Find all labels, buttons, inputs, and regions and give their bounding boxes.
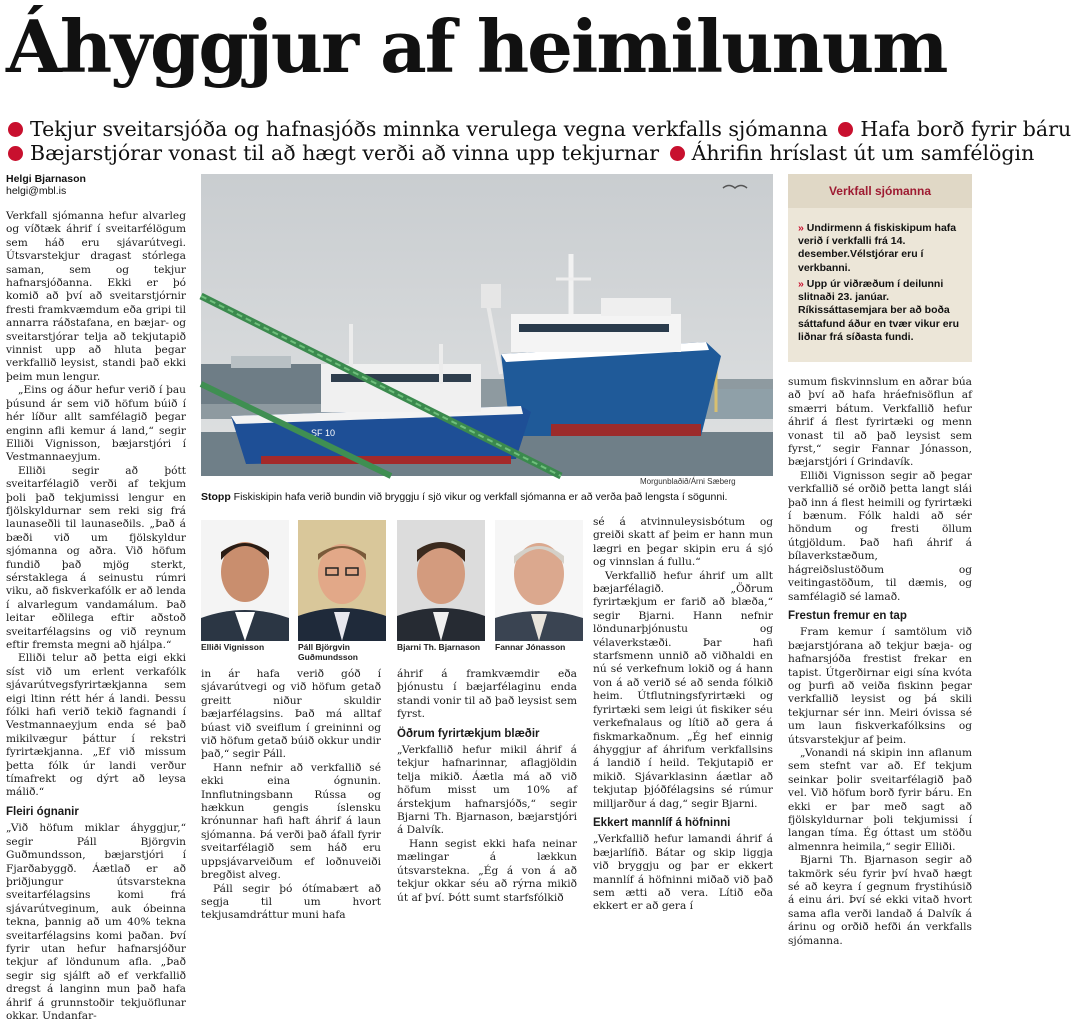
paragraph: sumum fiskvinnslum en aðrar búa að því að hafa hráefnisöflun af smærri bátum. Verkfallið hefur áhrif á flest fyrirtæki og menn vonast til að það leysist sem fyrst,“ segir Fannar Jónasson, bæjarstjóri í Grindavík. <box>788 376 972 469</box>
portrait-photo <box>495 520 583 641</box>
harbor-photo <box>201 174 773 476</box>
author-email[interactable]: helgi@mbl.is <box>6 185 67 197</box>
portrait-caption-1: Elliði Vignisson <box>201 642 265 652</box>
paragraph: Verkfallið hefur áhrif um allt bæjarfélagið. „Öðrum fyrirtækjum er farið að blæða,“ segir Bjarni. Hann nefnir löndunarþjónustu og vélaverkstæði. Þar hafi starfsmenn unnið að viðhaldi en nú sé verkefnum lokið og á hann von á að verið sé að senda fólkið heim. Útflutningsfyrirtæki og fyrirtæki sem leigi út fiskiker séu verkefnalaus og lítið að gera á fiskmarkaðnum. „Ég hef einnig áhyggjur af áhrifum verkfallsins á landið í heild. Tekjutapið er mikið. Sjávarklasinn áætlar að tekjutap þjóðfélagsins sé rúmur milljarður á dag,“ segir Bjarni. <box>593 569 773 810</box>
fact-text-2: Upp úr viðræðum í deilunni slitnaði 23. janúar. Ríkissáttasemjara ber að boða sáttafund áður en tvær vikur eru liðnar frá síðasta fundi. <box>798 278 960 343</box>
photo-caption <box>201 491 773 504</box>
paragraph: „Verkfallið hefur lamandi áhrif á bæjarlífið. Bátar og skip liggja við bryggju og þar er ekkert mannlíf á höfninni miðað við það sem ætti að vera. Lítið eða ekkert er að gera í <box>593 833 773 913</box>
paragraph: in ár hafa verið góð í sjávarútvegi og við höfum getað greitt niður skuldir bæjarfélagsins. Það má alltaf búast við sveiflum í greininni og við höfum getað búið okkur undir það,“ segir Páll. <box>201 668 381 761</box>
harbor-photo-illustration <box>201 174 773 476</box>
paragraph: Verkfall sjómanna hefur alvarleg og víðtæk áhrif í sveitarfélögum sem háð eru sjávarútvegi. Útsvarstekjur dragast stórlega saman, sem og tekjur hafnarsjóðanna. Ekki er þó komið að því að sveitarstjórnir fresti framkvæmdum eða gripi til annarra ráðstafana, en bæjar- og sveitarstjórar telja að tekjutapið vinnist upp að hluta þegar verkfallið leysist, standi það ekki þeim mun lengur. <box>6 210 186 383</box>
portrait-photo <box>298 520 386 641</box>
article-column-1 <box>6 210 186 1022</box>
double-chevron-icon: » <box>798 278 804 290</box>
paragraph: Hann segist ekki hafa neinar mælingar á lækkun útsvarstekna. „Ég á von á að tekjur okkar séu að rýrna mikið út af því. Þótt sumt starfsfólkið <box>397 837 577 904</box>
section-heading: Fleiri ógnanir <box>6 805 79 818</box>
bullet-dot-icon <box>8 122 23 137</box>
paragraph: sé á atvinnuleysisbótum og greiði skatt af þeim er hann mun lægri en þegar skipin eru á sjó og vinnslan á fullu.“ <box>593 516 773 569</box>
article-column-2 <box>201 668 381 922</box>
paragraph: „Verkfallið hefur mikil áhrif á tekjur hafnarinnar, aflagjöldin telja mikið. Áætla má að við höfum misst um 10% af árstekjum hafnarsjóðs,“ segir Bjarni Th. Bjarnason, bæjarstjóri á Dalvík. <box>397 744 577 837</box>
headline: Áhyggjur af heimilunum <box>6 4 947 89</box>
paragraph: „Eins og áður hefur verið í þau þúsund ár sem við höfum búið í hér líður allt samfélagið þegar enginn afli kemur á land,“ segir Elliði Vignisson, bæjarstjóri í Vestmannaeyjum. <box>6 384 186 464</box>
fact-box <box>788 174 972 362</box>
bullet-dot-icon <box>670 146 685 161</box>
portrait-photo <box>201 520 289 641</box>
caption-lead: Stopp <box>201 491 231 503</box>
paragraph: Fram kemur í samtölum við bæjarstjórana að tekjur bæja- og hafnarsjóða frestist frekar en tapist. Útgerðirnar eigi sína kvóta og þurfi að veiða fiskinn þegar verkfallið leysist og þá skili tekjurnar sér inn. Meiri óvissa sé um laun fiskverkafólksins og útsvarstekjur af þeim. <box>788 626 972 746</box>
fact-item-1 <box>798 222 966 275</box>
photo-credit: Morgunblaðið/Árni Sæberg <box>640 477 736 486</box>
portrait-4 <box>495 520 583 641</box>
paragraph: Elliði segir að þótt sveitarfélagið verði af tekjum þoli það tekjumissi lengur en fjölskyldurnar sem reki sig frá launaseðli til launaseðils. „Það á bæði við um fjölskyldur sjómanna og aðra. Við höfum fundið það mjög sterkt, sérstaklega á seinustu rúmri viku, að fiskverkafólk er að lenda í alvarlegum vandamálum. Það leitar eðlilega eftir aðstoð sveitarfélagsins og við reynum eftir fremsta megni að hjálpa.“ <box>6 464 186 651</box>
section-heading: Ekkert mannlíf á höfninni <box>593 816 731 829</box>
paragraph: „Vonandi ná skipin inn aflanum sem stefnt var að. Ef tekjum seinkar þolir sveitarfélagið það vel. Við höfum borð fyrir báru. En ekki er þar með sagt að fjölskyldurnar þoli tekjumissi í langan tíma. Ég óttast um stöðu almennra heimila,“ segir Elliði. <box>788 746 972 853</box>
paragraph: Páll segir þó ótímabært að segja til um hvort tekjusamdráttur muni hafa <box>201 882 381 922</box>
fact-box-title: Verkfall sjómanna <box>788 174 972 208</box>
portrait-2 <box>298 520 386 641</box>
portrait-caption-3: Bjarni Th. Bjarnason <box>397 642 481 652</box>
byline <box>6 173 86 197</box>
portrait-photo <box>397 520 485 641</box>
subheadline-2b: Áhrifin hríslast út um samfélögin <box>691 141 1035 165</box>
bullet-dot-icon <box>8 146 23 161</box>
portrait-caption-2: Páll Björgvin Guðmundsson <box>298 642 358 662</box>
hull-number: SF 10 <box>311 428 336 438</box>
fact-text-1: Undirmenn á fiskiskipum hafa verið í verkfalli frá 14. desember.Vélstjórar eru í verkbanni. <box>798 222 957 274</box>
paragraph: áhrif á framkvæmdir eða þjónustu í bæjarfélaginu enda standi vonir til að það leysist sem fyrst. <box>397 668 577 721</box>
subheadline-row-1 <box>8 116 1071 142</box>
article-column-3 <box>397 668 577 904</box>
section-heading: Öðrum fyrirtækjum blæðir <box>397 727 540 740</box>
paragraph: Elliði Vignisson segir að þegar verkfallið sé orðið þetta langt slái það inn á flest heimili og fyrirtæki í bænum. Fólk haldi að sér höndum og fresti öllum útgjöldum. Það hafi áhrif á bílaverkstæðum, hágreiðslustöðum og veitingastöðum, til dæmis, og samfélagið sé lamað. <box>788 469 972 603</box>
paragraph: Hann nefnir að verkfallið sé ekki eina ógnunin. Innflutningsbann Rússa og hækkun gengis íslensku krónunnar hafi haft áhrif á laun sjómanna. Þá verði það áfall fyrir sveitarfélagið sem háð eru uppsjávarveiðum ef loðnuveiði bregðist alveg. <box>201 761 381 882</box>
double-chevron-icon: » <box>798 222 804 234</box>
paragraph: „Við höfum miklar áhyggjur,“ segir Páll Björgvin Guðmundsson, bæjarstjóri í Fjarðabyggð. Áætlað er að þriðjungur útsvarstekna sveitarfélagsins komi frá sjávarútveginum, auk óbeinna tekna, þannig að um 40% tekna sveitarfélagsins komi þaðan. Því fyrir utan hefur hafnarsjóður tekjur af löndunum afla. „Það segir sig sjálft að ef verkfallið dregst á langinn mun það hafa áhrif á grunnstoðir tekjuöflunar okkar. Undanfar- <box>6 822 186 1022</box>
section-heading: Frestun fremur en tap <box>788 609 907 622</box>
subheadline-1a: Tekjur sveitarsjóða og hafnasjóðs minnka verulega vegna verkfalls sjómanna <box>30 117 828 141</box>
author-name: Helgi Bjarnason <box>6 173 86 185</box>
portrait-1 <box>201 520 289 641</box>
subheadline-1b: Hafa borð fyrir báru <box>860 117 1071 141</box>
fact-item-2 <box>798 278 966 344</box>
paragraph: Elliði telur að þetta eigi ekki síst við um erlent verkafólk sjávarútvegsfyrirtækjanna sem eigi ltinn rétt hér á landi. Þessu fólki hafi verið tekið fagnandi í Vestmannaeyjum enda sé það mikilvægur þáttur í rekstri fyrirtækjanna. „Ef við missum þetta fólk úr landi verður tímafrekt og dýrt að leysa málið.“ <box>6 652 186 799</box>
subheadline-row-2 <box>8 140 1034 166</box>
article-column-5 <box>788 376 972 947</box>
subheadline-2a: Bæjarstjórar vonast til að hægt verði að vinna upp tekjurnar <box>30 141 660 165</box>
bullet-dot-icon <box>838 122 853 137</box>
portrait-caption-4: Fannar Jónasson <box>495 642 566 652</box>
article-column-4 <box>593 516 773 913</box>
paragraph: Bjarni Th. Bjarnason segir að takmörk séu fyrir því hvað hægt sé að keyra í gegnum frystihúsið á einu ári. Því sé ekki vitað hvort sama afla verði landað á Dalvík á árinu og orðið hefði án verkfalls sjómanna. <box>788 854 972 947</box>
portrait-3 <box>397 520 485 641</box>
caption-text: Fiskiskipin hafa verið bundin við bryggju í sjö vikur og verkfall sjómanna er að verða það lengsta í sögunni. <box>233 491 728 503</box>
